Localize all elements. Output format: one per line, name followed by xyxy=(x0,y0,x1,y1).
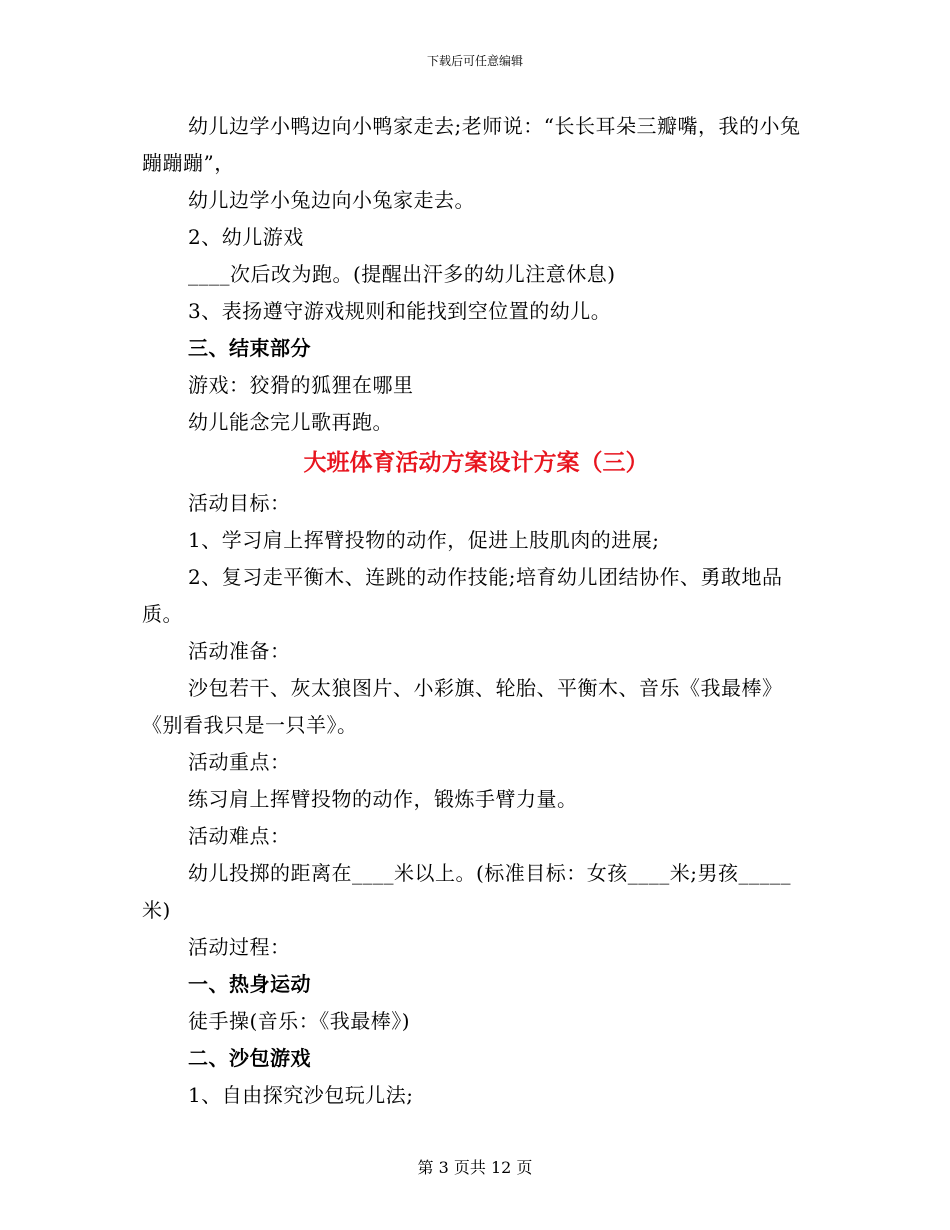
paragraph: 练习肩上挥臂投物的动作，锻炼手臂力量。 xyxy=(188,787,578,811)
section-heading: 二、沙包游戏 xyxy=(188,1046,311,1070)
paragraph: 活动过程： xyxy=(188,935,291,959)
section-heading: 三、结束部分 xyxy=(188,336,311,360)
paragraph: 幼儿边学小兔边向小兔家走去。 xyxy=(188,188,475,212)
paragraph: 1、自由探究沙包玩儿法; xyxy=(188,1083,414,1107)
paragraph: 1、学习肩上挥臂投物的动作，促进上肢肌肉的进展; xyxy=(188,528,660,552)
paragraph: 沙包若干、灰太狼图片、小彩旗、轮胎、平衡木、音乐《我最棒》《别看我只是一只羊》。 xyxy=(142,676,783,737)
paragraph: 3、表扬遵守游戏规则和能找到空位置的幼儿。 xyxy=(188,299,612,323)
paragraph: 活动目标： xyxy=(188,491,291,515)
paragraph: 活动准备： xyxy=(188,639,291,663)
paragraph: 幼儿能念完儿歌再跑。 xyxy=(188,410,393,434)
page-footer: 第 3 页共 12 页 xyxy=(417,1158,533,1177)
section-heading: 一、热身运动 xyxy=(188,972,311,996)
paragraph: 游戏：狡猾的狐狸在哪里 xyxy=(188,373,414,397)
paragraph: 活动重点： xyxy=(188,750,291,774)
paragraph: 2、幼儿游戏 xyxy=(188,225,304,249)
paragraph: 徒手操(音乐：《我最棒》) xyxy=(188,1009,411,1033)
paragraph: 活动难点： xyxy=(188,824,291,848)
paragraph: ____次后改为跑。(提醒出汗多的幼儿注意休息) xyxy=(188,262,616,286)
section-title: 大班体育活动方案设计方案（三） xyxy=(303,449,649,476)
paragraph: 幼儿投掷的距离在____米以上。(标准目标：女孩____米;男孩_____米) xyxy=(142,861,792,922)
document-body xyxy=(142,108,810,1114)
paragraph: 幼儿边学小鸭边向小鸭家走去;老师说：“长长耳朵三瓣嘴，我的小兔蹦蹦蹦”， xyxy=(142,114,801,175)
paragraph: 2、复习走平衡木、连跳的动作技能;培育幼儿团结协作、勇敢地品质。 xyxy=(142,565,783,626)
page-header: 下载后可任意编辑 xyxy=(426,54,523,68)
